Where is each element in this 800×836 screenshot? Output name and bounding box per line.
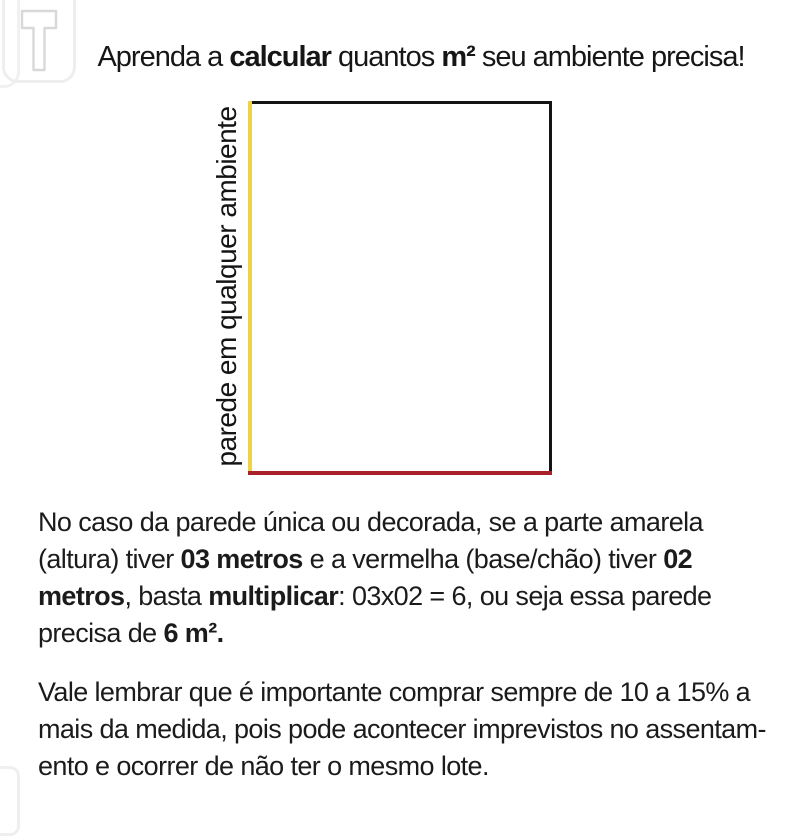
paragraph-text-bold: 02: [663, 544, 693, 574]
paragraph-text-bold: 03 metros: [180, 544, 303, 574]
paragraph-text-bold: 6 m².: [163, 618, 224, 648]
title-text: quantos: [330, 41, 442, 73]
wall-vertical-label: parede em qualquer ambiente: [211, 106, 242, 467]
tip-paragraph: [38, 674, 770, 785]
bottom-corner-decoration: [0, 766, 20, 836]
paragraph-text: Vale lembrar que é importante comprar sempre de 10 a 15% a: [38, 677, 751, 707]
title-text: Aprenda a: [97, 41, 230, 73]
paragraph-text: : 03x02 = 6, ou seja essa parede: [338, 581, 712, 611]
title-text-bold: calcular: [229, 41, 331, 73]
wall-rectangle: [250, 101, 552, 475]
title-text: seu ambiente precisa!: [474, 41, 745, 73]
title-text-bold: m²: [441, 41, 475, 73]
paragraph-text-bold: multiplicar: [208, 581, 339, 611]
page-title: [0, 41, 800, 74]
paragraph-text: e a vermelha (base/chão) tiver: [302, 544, 664, 574]
explanation-paragraph: [38, 504, 770, 652]
base-line-red: [248, 471, 552, 475]
paragraph-text: precisa de: [38, 618, 164, 648]
height-line-yellow: [248, 101, 252, 473]
paragraph-text: (altura) tiver: [38, 544, 181, 574]
paragraph-text: mais da medida, pois pode acontecer imprevistos no assentam-: [38, 714, 766, 744]
paragraph-text-bold: metros: [38, 581, 125, 611]
paragraph-text: , basta: [124, 581, 209, 611]
paragraph-text: ento e ocorrer de não ter o mesmo lote.: [38, 751, 489, 781]
paragraph-text: No caso da parede única ou decorada, se a parte amarela: [38, 507, 703, 537]
